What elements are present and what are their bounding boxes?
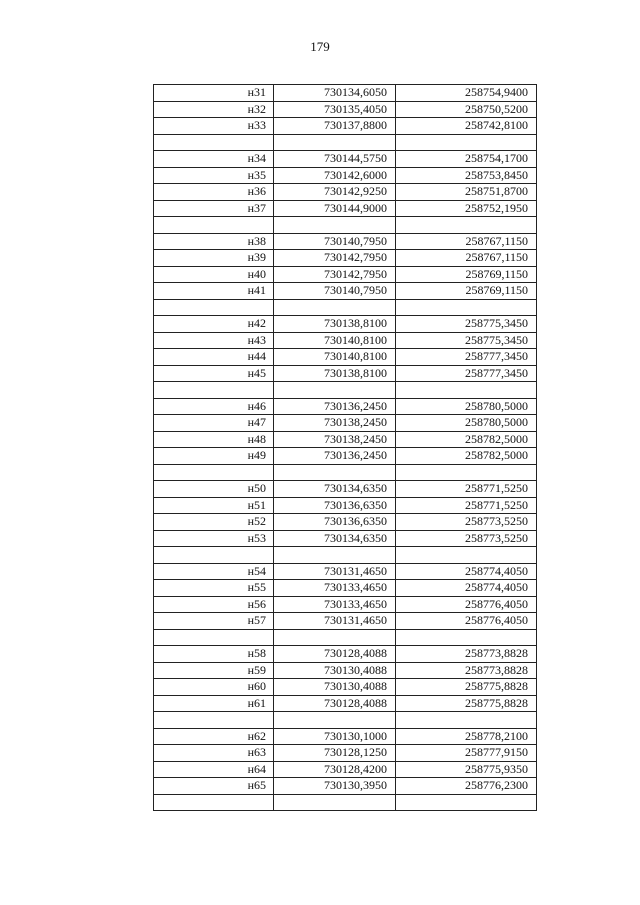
point-id-cell: н33 xyxy=(154,118,274,135)
table-row xyxy=(154,167,537,184)
table-row xyxy=(154,365,537,382)
x-coordinate-cell: 730140,7950 xyxy=(274,283,396,300)
blank-row xyxy=(154,217,537,234)
x-coordinate-cell: 730131,4650 xyxy=(274,563,396,580)
y-coordinate-cell xyxy=(396,382,537,399)
blank-row xyxy=(154,134,537,151)
x-coordinate-cell: 730142,6000 xyxy=(274,167,396,184)
point-id-cell xyxy=(154,629,274,646)
x-coordinate-cell: 730144,5750 xyxy=(274,151,396,168)
y-coordinate-cell: 258773,8828 xyxy=(396,662,537,679)
table-row xyxy=(154,151,537,168)
point-id-cell: н59 xyxy=(154,662,274,679)
y-coordinate-cell xyxy=(396,547,537,564)
table-row xyxy=(154,481,537,498)
table-row xyxy=(154,415,537,432)
x-coordinate-cell xyxy=(274,547,396,564)
y-coordinate-cell: 258775,3450 xyxy=(396,332,537,349)
y-coordinate-cell xyxy=(396,217,537,234)
y-coordinate-cell: 258782,5000 xyxy=(396,431,537,448)
coordinates-table-body xyxy=(154,85,537,811)
blank-row xyxy=(154,712,537,729)
x-coordinate-cell: 730128,1250 xyxy=(274,745,396,762)
x-coordinate-cell: 730130,4088 xyxy=(274,662,396,679)
table-row xyxy=(154,233,537,250)
point-id-cell: н39 xyxy=(154,250,274,267)
point-id-cell xyxy=(154,134,274,151)
x-coordinate-cell: 730142,7950 xyxy=(274,250,396,267)
y-coordinate-cell: 258776,4050 xyxy=(396,596,537,613)
point-id-cell: н52 xyxy=(154,514,274,531)
table-row xyxy=(154,448,537,465)
x-coordinate-cell: 730134,6350 xyxy=(274,481,396,498)
y-coordinate-cell: 258771,5250 xyxy=(396,497,537,514)
x-coordinate-cell: 730131,4650 xyxy=(274,613,396,630)
x-coordinate-cell: 730128,4200 xyxy=(274,761,396,778)
point-id-cell: н43 xyxy=(154,332,274,349)
x-coordinate-cell: 730130,3950 xyxy=(274,778,396,795)
x-coordinate-cell: 730136,6350 xyxy=(274,514,396,531)
x-coordinate-cell: 730138,8100 xyxy=(274,316,396,333)
y-coordinate-cell: 258767,1150 xyxy=(396,250,537,267)
point-id-cell xyxy=(154,217,274,234)
y-coordinate-cell: 258767,1150 xyxy=(396,233,537,250)
table-row xyxy=(154,101,537,118)
y-coordinate-cell xyxy=(396,299,537,316)
y-coordinate-cell: 258751,8700 xyxy=(396,184,537,201)
point-id-cell: н51 xyxy=(154,497,274,514)
point-id-cell: н50 xyxy=(154,481,274,498)
table-row xyxy=(154,662,537,679)
point-id-cell: н36 xyxy=(154,184,274,201)
x-coordinate-cell: 730134,6350 xyxy=(274,530,396,547)
y-coordinate-cell: 258773,5250 xyxy=(396,530,537,547)
table-row xyxy=(154,596,537,613)
x-coordinate-cell xyxy=(274,712,396,729)
point-id-cell xyxy=(154,547,274,564)
table-row xyxy=(154,530,537,547)
point-id-cell: н53 xyxy=(154,530,274,547)
x-coordinate-cell: 730142,7950 xyxy=(274,266,396,283)
x-coordinate-cell: 730134,6050 xyxy=(274,85,396,102)
table-row xyxy=(154,85,537,102)
y-coordinate-cell: 258775,8828 xyxy=(396,695,537,712)
x-coordinate-cell xyxy=(274,134,396,151)
y-coordinate-cell xyxy=(396,794,537,811)
table-row xyxy=(154,283,537,300)
table-row xyxy=(154,184,537,201)
x-coordinate-cell: 730133,4650 xyxy=(274,596,396,613)
table-row xyxy=(154,266,537,283)
table-row xyxy=(154,563,537,580)
x-coordinate-cell: 730130,4088 xyxy=(274,679,396,696)
x-coordinate-cell: 730140,8100 xyxy=(274,332,396,349)
y-coordinate-cell: 258780,5000 xyxy=(396,398,537,415)
point-id-cell: н40 xyxy=(154,266,274,283)
point-id-cell: н38 xyxy=(154,233,274,250)
point-id-cell: н62 xyxy=(154,728,274,745)
table-row xyxy=(154,497,537,514)
y-coordinate-cell: 258773,8828 xyxy=(396,646,537,663)
y-coordinate-cell: 258782,5000 xyxy=(396,448,537,465)
point-id-cell: н64 xyxy=(154,761,274,778)
y-coordinate-cell: 258777,3450 xyxy=(396,365,537,382)
point-id-cell: н55 xyxy=(154,580,274,597)
y-coordinate-cell xyxy=(396,464,537,481)
table-row xyxy=(154,646,537,663)
table-row xyxy=(154,332,537,349)
table-row xyxy=(154,728,537,745)
x-coordinate-cell: 730130,1000 xyxy=(274,728,396,745)
x-coordinate-cell: 730138,2450 xyxy=(274,431,396,448)
table-row xyxy=(154,514,537,531)
x-coordinate-cell xyxy=(274,464,396,481)
blank-row xyxy=(154,629,537,646)
point-id-cell: н44 xyxy=(154,349,274,366)
point-id-cell: н61 xyxy=(154,695,274,712)
x-coordinate-cell xyxy=(274,382,396,399)
y-coordinate-cell xyxy=(396,712,537,729)
x-coordinate-cell: 730138,2450 xyxy=(274,415,396,432)
point-id-cell: н54 xyxy=(154,563,274,580)
blank-row xyxy=(154,382,537,399)
point-id-cell xyxy=(154,299,274,316)
y-coordinate-cell: 258778,2100 xyxy=(396,728,537,745)
x-coordinate-cell: 730140,7950 xyxy=(274,233,396,250)
y-coordinate-cell: 258754,9400 xyxy=(396,85,537,102)
point-id-cell: н58 xyxy=(154,646,274,663)
point-id-cell: н45 xyxy=(154,365,274,382)
table-row xyxy=(154,761,537,778)
x-coordinate-cell: 730133,4650 xyxy=(274,580,396,597)
blank-row xyxy=(154,547,537,564)
table-row xyxy=(154,118,537,135)
point-id-cell xyxy=(154,712,274,729)
coordinates-table xyxy=(153,84,537,811)
y-coordinate-cell xyxy=(396,134,537,151)
x-coordinate-cell: 730128,4088 xyxy=(274,695,396,712)
table-row xyxy=(154,349,537,366)
x-coordinate-cell: 730136,2450 xyxy=(274,448,396,465)
y-coordinate-cell: 258769,1150 xyxy=(396,283,537,300)
x-coordinate-cell: 730136,2450 xyxy=(274,398,396,415)
point-id-cell: н49 xyxy=(154,448,274,465)
y-coordinate-cell: 258769,1150 xyxy=(396,266,537,283)
y-coordinate-cell: 258750,5200 xyxy=(396,101,537,118)
table-row xyxy=(154,398,537,415)
table-row xyxy=(154,431,537,448)
x-coordinate-cell: 730135,4050 xyxy=(274,101,396,118)
table-row xyxy=(154,316,537,333)
x-coordinate-cell: 730140,8100 xyxy=(274,349,396,366)
y-coordinate-cell: 258774,4050 xyxy=(396,563,537,580)
page-number: 179 xyxy=(310,39,330,54)
table-row xyxy=(154,745,537,762)
x-coordinate-cell xyxy=(274,299,396,316)
x-coordinate-cell: 730128,4088 xyxy=(274,646,396,663)
point-id-cell: н41 xyxy=(154,283,274,300)
y-coordinate-cell: 258775,3450 xyxy=(396,316,537,333)
table-row xyxy=(154,250,537,267)
point-id-cell xyxy=(154,794,274,811)
x-coordinate-cell: 730142,9250 xyxy=(274,184,396,201)
x-coordinate-cell xyxy=(274,794,396,811)
x-coordinate-cell xyxy=(274,629,396,646)
y-coordinate-cell: 258773,5250 xyxy=(396,514,537,531)
point-id-cell: н34 xyxy=(154,151,274,168)
y-coordinate-cell xyxy=(396,629,537,646)
point-id-cell: н31 xyxy=(154,85,274,102)
table-row xyxy=(154,200,537,217)
blank-row xyxy=(154,464,537,481)
y-coordinate-cell: 258742,8100 xyxy=(396,118,537,135)
x-coordinate-cell: 730138,8100 xyxy=(274,365,396,382)
point-id-cell: н42 xyxy=(154,316,274,333)
y-coordinate-cell: 258774,4050 xyxy=(396,580,537,597)
x-coordinate-cell xyxy=(274,217,396,234)
table-row xyxy=(154,679,537,696)
point-id-cell: н32 xyxy=(154,101,274,118)
table-row xyxy=(154,580,537,597)
y-coordinate-cell: 258752,1950 xyxy=(396,200,537,217)
x-coordinate-cell: 730144,9000 xyxy=(274,200,396,217)
point-id-cell: н48 xyxy=(154,431,274,448)
table-row xyxy=(154,695,537,712)
point-id-cell: н63 xyxy=(154,745,274,762)
y-coordinate-cell: 258776,4050 xyxy=(396,613,537,630)
point-id-cell: н65 xyxy=(154,778,274,795)
y-coordinate-cell: 258780,5000 xyxy=(396,415,537,432)
point-id-cell: н57 xyxy=(154,613,274,630)
point-id-cell: н35 xyxy=(154,167,274,184)
point-id-cell: н46 xyxy=(154,398,274,415)
table-row xyxy=(154,613,537,630)
point-id-cell xyxy=(154,464,274,481)
y-coordinate-cell: 258753,8450 xyxy=(396,167,537,184)
point-id-cell: н47 xyxy=(154,415,274,432)
y-coordinate-cell: 258771,5250 xyxy=(396,481,537,498)
y-coordinate-cell: 258754,1700 xyxy=(396,151,537,168)
y-coordinate-cell: 258775,8828 xyxy=(396,679,537,696)
x-coordinate-cell: 730137,8800 xyxy=(274,118,396,135)
point-id-cell: н60 xyxy=(154,679,274,696)
x-coordinate-cell: 730136,6350 xyxy=(274,497,396,514)
table-row xyxy=(154,778,537,795)
y-coordinate-cell: 258776,2300 xyxy=(396,778,537,795)
y-coordinate-cell: 258777,3450 xyxy=(396,349,537,366)
y-coordinate-cell: 258777,9150 xyxy=(396,745,537,762)
y-coordinate-cell: 258775,9350 xyxy=(396,761,537,778)
point-id-cell xyxy=(154,382,274,399)
blank-row xyxy=(154,299,537,316)
blank-row xyxy=(154,794,537,811)
point-id-cell: н37 xyxy=(154,200,274,217)
point-id-cell: н56 xyxy=(154,596,274,613)
